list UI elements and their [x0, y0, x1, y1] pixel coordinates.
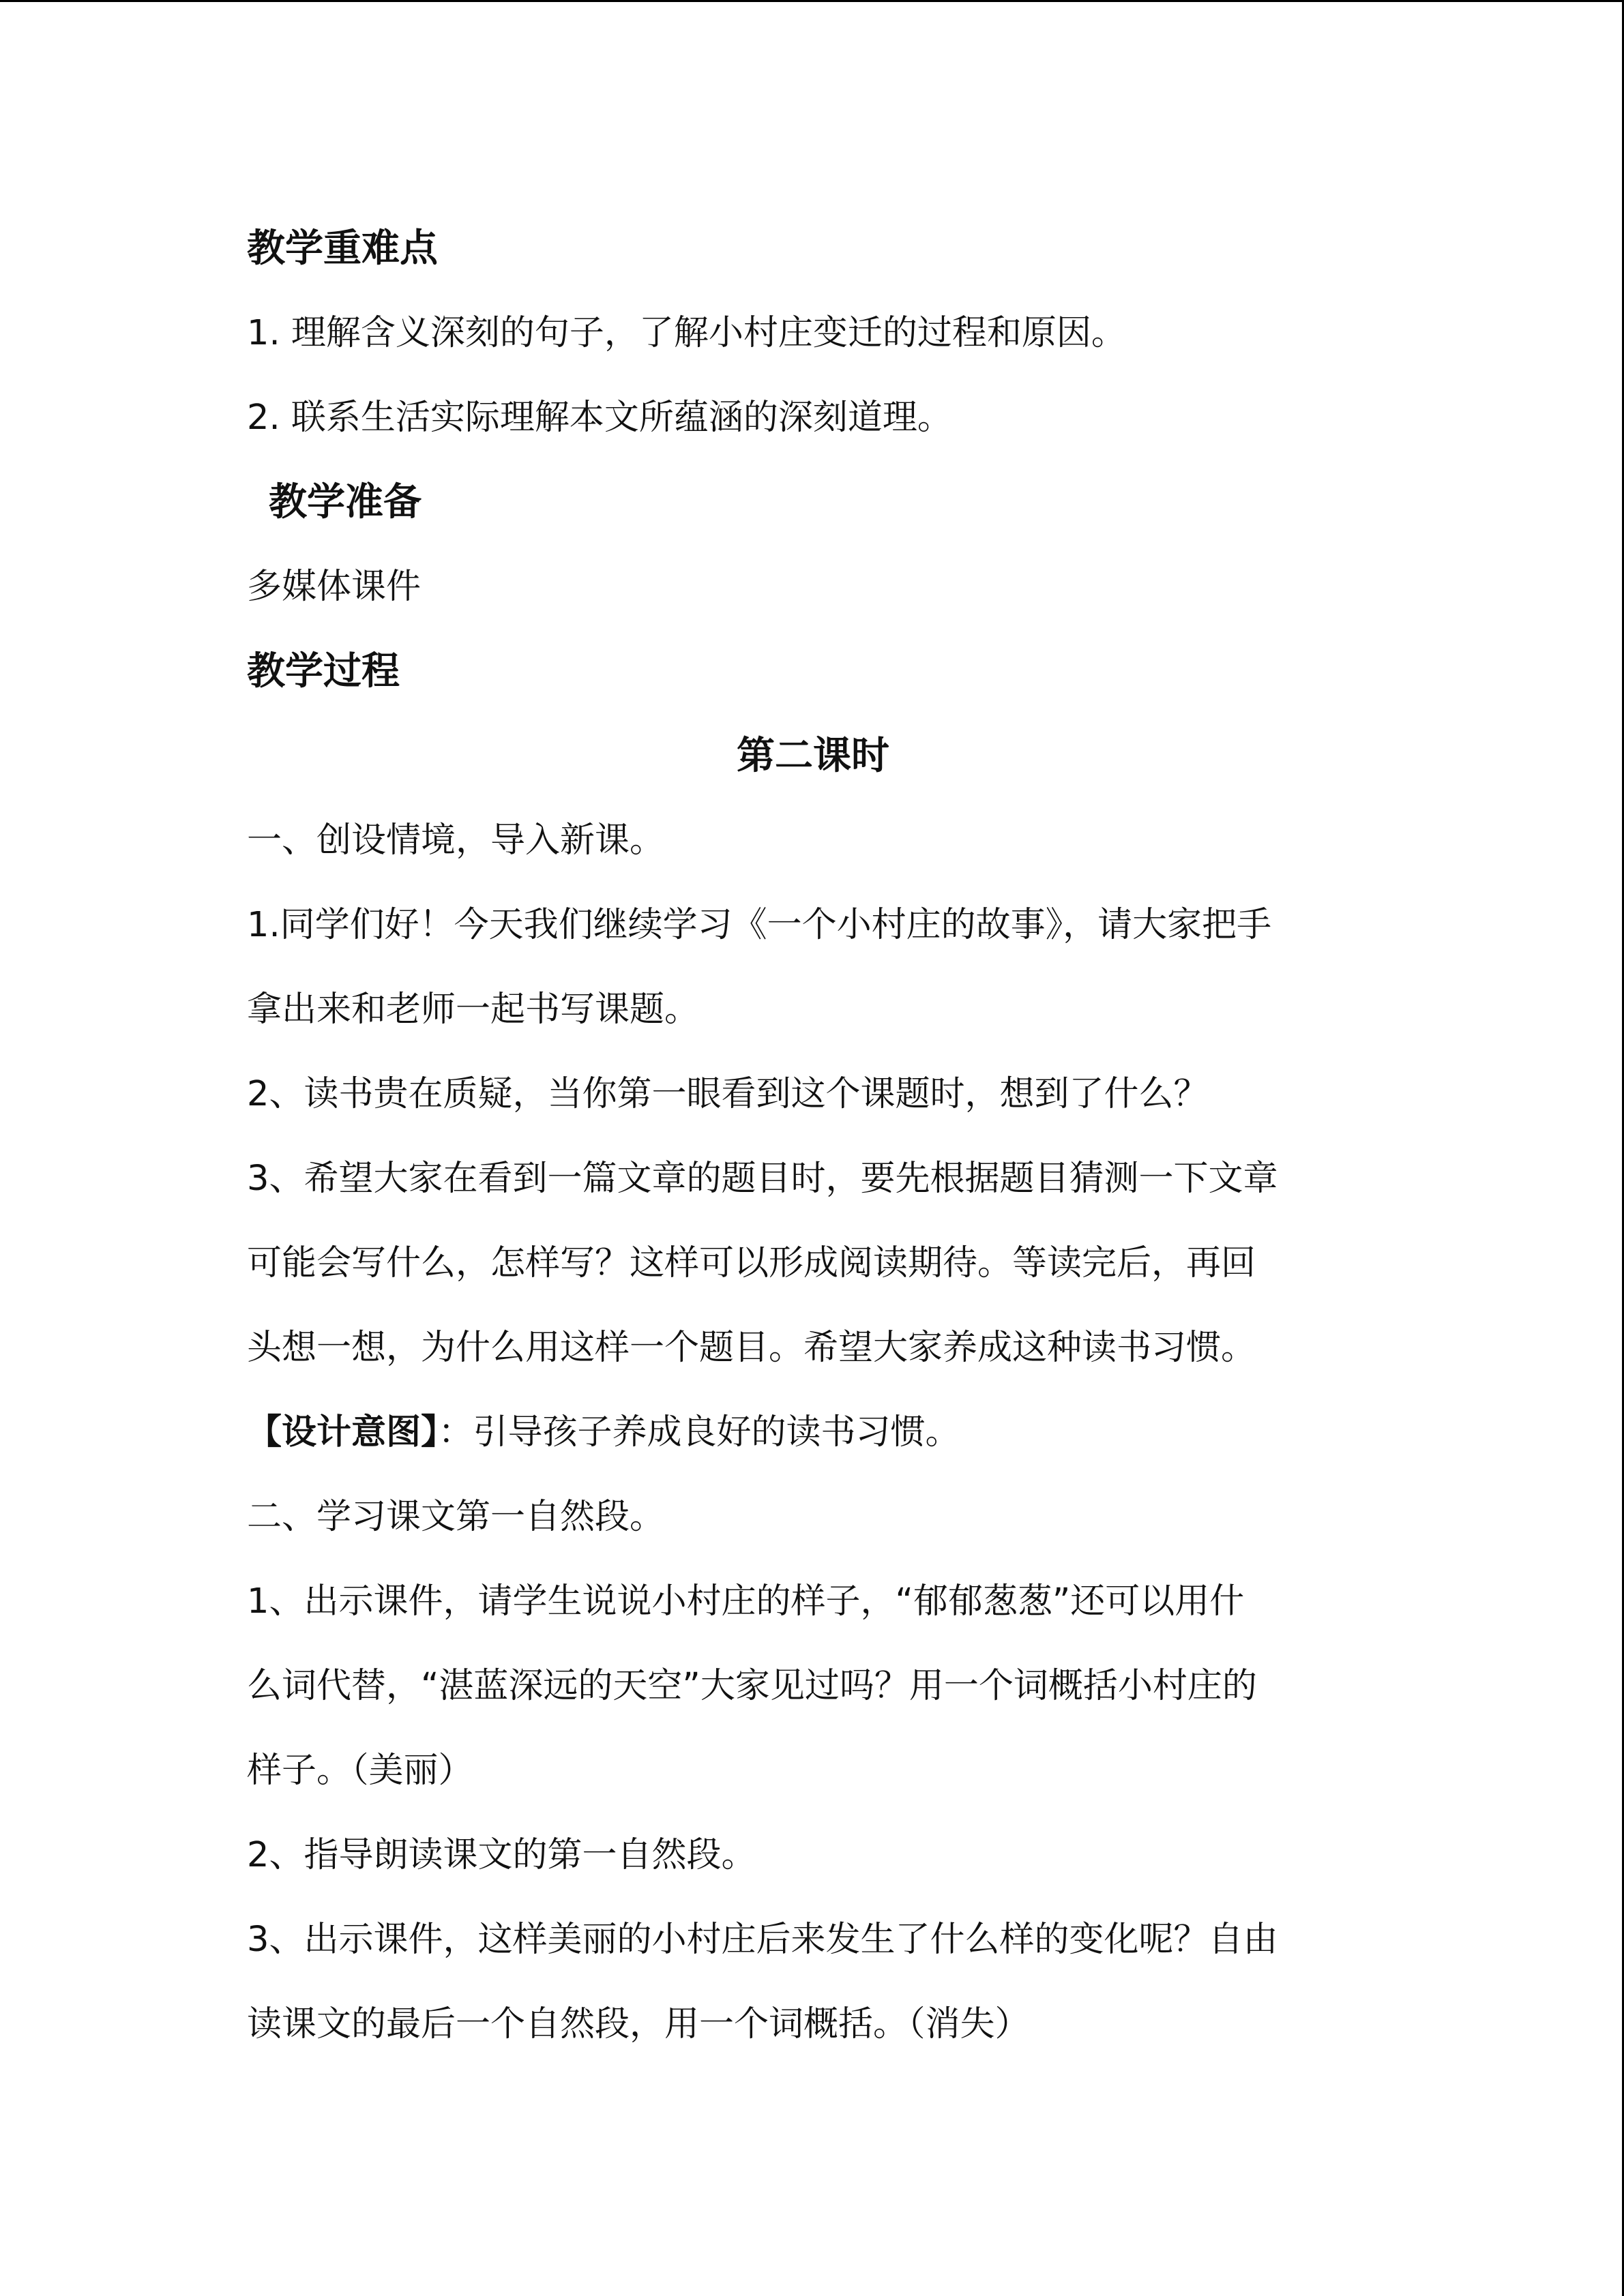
paragraph-line: 1、出示课件，请学生说说小村庄的样子，“郁郁葱葱”还可以用什	[247, 1581, 1245, 1622]
design-intent-text: ：引导孩子养成良好的读书习惯。	[438, 1412, 960, 1452]
part2-title: 二、学习课文第一自然段。	[247, 1497, 665, 1537]
key-points-heading: 教学重难点	[247, 226, 438, 271]
document-body	[247, 207, 1379, 2067]
process-heading: 教学过程	[247, 649, 400, 694]
design-intent-line	[247, 1390, 1379, 1475]
paragraph-line: 头想一想，为什么用这样一个题目。希望大家养成这种读书习惯。	[247, 1328, 1256, 1368]
paragraph-line: 可能会写什么，怎样写？这样可以形成阅读期待。等读完后，再回	[247, 1243, 1256, 1283]
key-point-item: 1. 理解含义深刻的句子，了解小村庄变迁的过程和原因。	[247, 313, 1126, 353]
paragraph-line: 3、希望大家在看到一篇文章的题目时，要先根据题目猜测一下文章	[247, 1159, 1278, 1199]
preparation-text: 多媒体课件	[247, 567, 422, 607]
paragraph-line: 么词代替，“湛蓝深远的天空”大家见过吗？用一个词概括小村庄的	[247, 1666, 1257, 1706]
paragraph-line: 2、读书贵在质疑，当你第一眼看到这个课题时，想到了什么？	[247, 1074, 1209, 1114]
paragraph-line: 2、指导朗读课文的第一自然段。	[247, 1835, 756, 1875]
paragraph-line: 样子。（美丽）	[247, 1750, 473, 1791]
preparation-heading: 教学准备	[269, 480, 422, 524]
paragraph-line: 拿出来和老师一起书写课题。	[247, 989, 700, 1030]
paragraph-line: 1.同学们好！今天我们继续学习《一个小村庄的故事》，请大家把手	[247, 905, 1272, 945]
key-point-item: 2. 联系生活实际理解本文所蕴涵的深刻道理。	[247, 398, 952, 438]
paragraph-line: 读课文的最后一个自然段，用一个词概括。（消失）	[247, 2004, 1030, 2044]
design-intent-tag: 【设计意图】	[247, 1412, 439, 1452]
part1-title: 一、创设情境，导入新课。	[247, 820, 665, 861]
lesson-title: 第二课时	[737, 734, 889, 778]
paragraph-line: 3、出示课件，这样美丽的小村庄后来发生了什么样的变化呢？自由	[247, 1920, 1278, 1960]
